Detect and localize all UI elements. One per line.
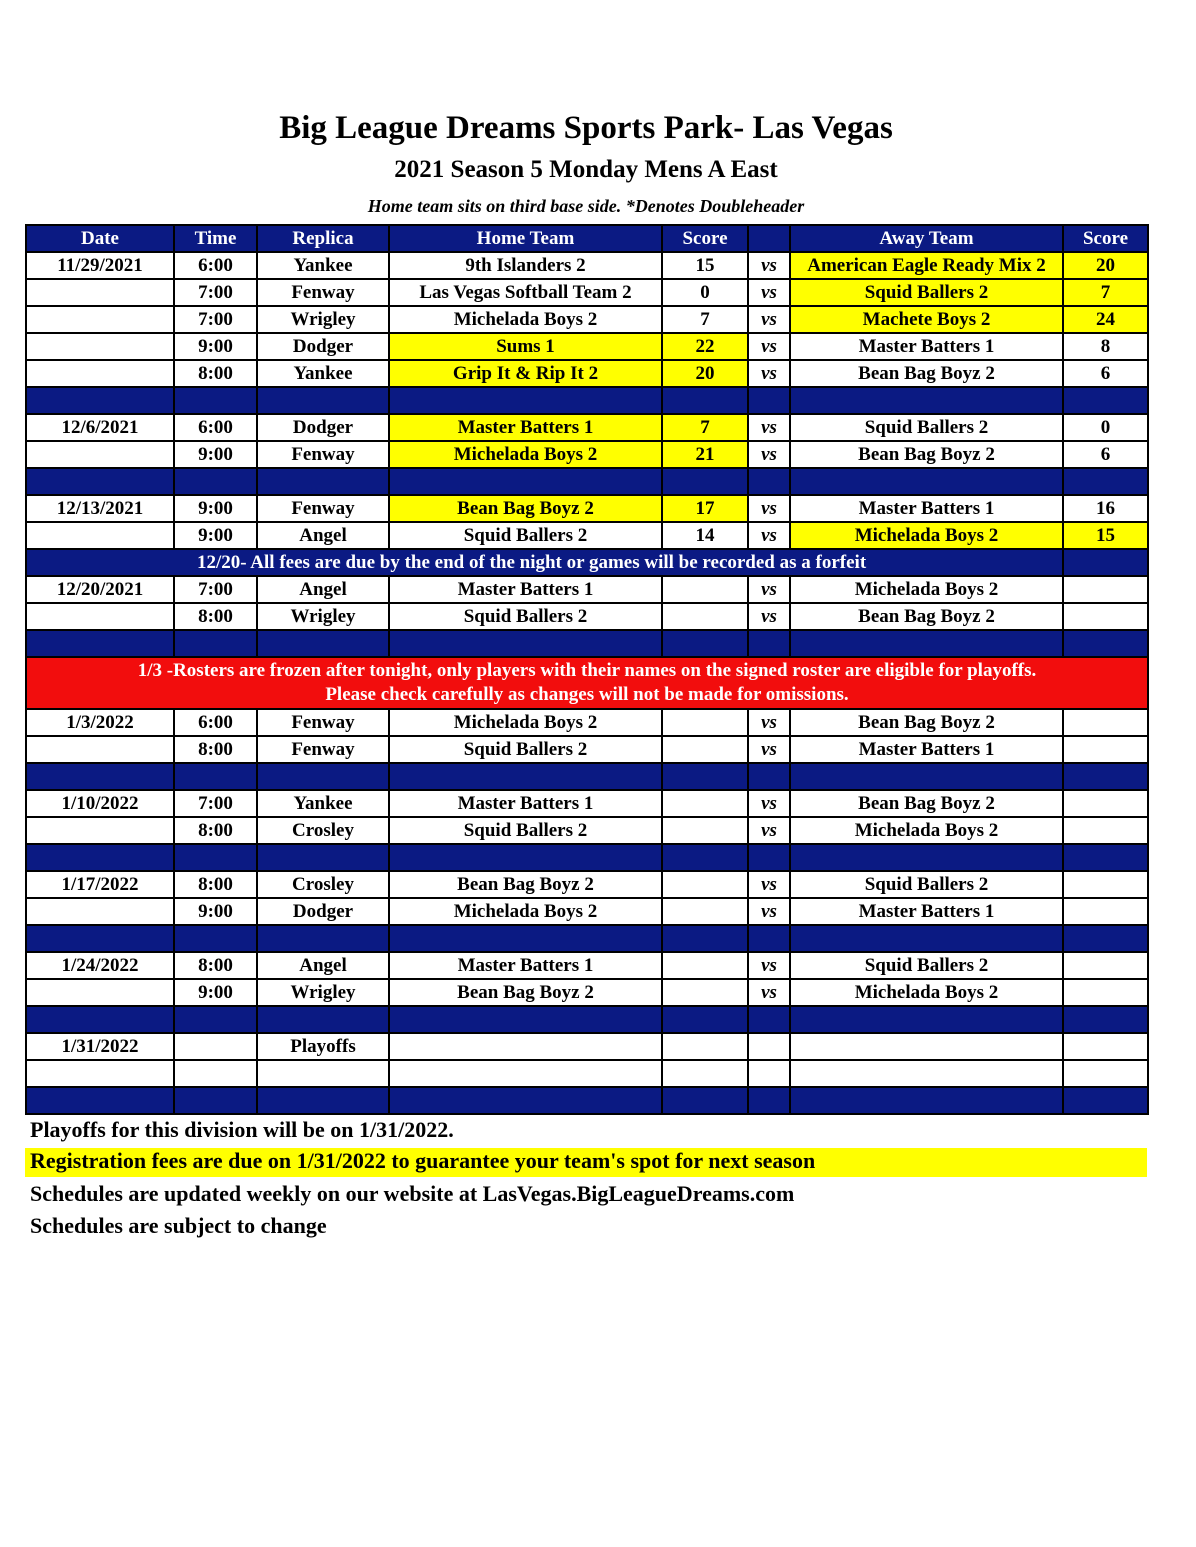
separator-cell: [389, 468, 662, 495]
separator-cell: [257, 630, 389, 657]
separator-cell: [389, 763, 662, 790]
col-header-time: Time: [174, 225, 257, 252]
separator-cell: [389, 925, 662, 952]
home-team: Bean Bag Boyz 2: [389, 871, 662, 898]
away-team: Squid Ballers 2: [790, 414, 1063, 441]
away-team: American Eagle Ready Mix 2: [790, 252, 1063, 279]
home-score: [662, 576, 748, 603]
home-team: Squid Ballers 2: [389, 603, 662, 630]
game-row: [26, 522, 1148, 549]
vs-label: vs: [748, 522, 790, 549]
home-team: Master Batters 1: [389, 790, 662, 817]
separator-cell: [748, 925, 790, 952]
separator-cell: [257, 387, 389, 414]
fee-notice: 12/20- All fees are due by the end of the night or games will be recorded as a forfeit: [26, 549, 1063, 576]
home-team: Master Batters 1: [389, 576, 662, 603]
separator-cell: [1063, 844, 1148, 871]
game-row: [26, 1060, 1148, 1087]
away-team: Master Batters 1: [790, 333, 1063, 360]
game-time: 7:00: [174, 790, 257, 817]
away-score: [1063, 817, 1148, 844]
game-date: 1/10/2022: [26, 790, 174, 817]
game-date: [26, 279, 174, 306]
roster-alert: [26, 657, 1148, 709]
game-row: [26, 495, 1148, 522]
away-team: Bean Bag Boyz 2: [790, 709, 1063, 736]
home-score: [662, 898, 748, 925]
home-team: Michelada Boys 2: [389, 898, 662, 925]
game-date: [26, 817, 174, 844]
separator-cell: [662, 630, 748, 657]
vs-label: vs: [748, 603, 790, 630]
game-time: 9:00: [174, 522, 257, 549]
col-header-away-team: Away Team: [790, 225, 1063, 252]
change-note: Schedules are subject to change: [30, 1213, 327, 1238]
separator-cell: [748, 387, 790, 414]
game-replica: Fenway: [257, 736, 389, 763]
game-row: [26, 817, 1148, 844]
separator-row: [26, 630, 1148, 657]
separator-cell: [748, 468, 790, 495]
game-replica: Yankee: [257, 790, 389, 817]
separator-row: [26, 844, 1148, 871]
away-score: 15: [1063, 522, 1148, 549]
vs-label: vs: [748, 414, 790, 441]
separator-cell: [389, 844, 662, 871]
vs-label: vs: [748, 709, 790, 736]
separator-cell: [257, 1087, 389, 1114]
separator-cell: [790, 468, 1063, 495]
separator-cell: [1063, 763, 1148, 790]
away-team: Bean Bag Boyz 2: [790, 790, 1063, 817]
away-score: [1063, 871, 1148, 898]
game-time: 9:00: [174, 979, 257, 1006]
vs-label: vs: [748, 495, 790, 522]
home-score: 17: [662, 495, 748, 522]
home-score: 15: [662, 252, 748, 279]
game-time: 7:00: [174, 306, 257, 333]
game-replica: Wrigley: [257, 306, 389, 333]
game-time: [174, 1060, 257, 1087]
home-score: 7: [662, 414, 748, 441]
away-team: Bean Bag Boyz 2: [790, 360, 1063, 387]
game-time: 7:00: [174, 576, 257, 603]
col-header-home-team: Home Team: [389, 225, 662, 252]
away-team: Machete Boys 2: [790, 306, 1063, 333]
vs-label: vs: [748, 979, 790, 1006]
home-score: [662, 817, 748, 844]
game-replica: Fenway: [257, 709, 389, 736]
away-score: 0: [1063, 414, 1148, 441]
game-date: 11/29/2021: [26, 252, 174, 279]
home-score: [662, 603, 748, 630]
separator-cell: [1063, 468, 1148, 495]
separator-cell: [174, 387, 257, 414]
home-score: [662, 1060, 748, 1087]
game-date: 1/17/2022: [26, 871, 174, 898]
game-replica: Wrigley: [257, 979, 389, 1006]
game-date: [26, 979, 174, 1006]
separator-cell: [748, 763, 790, 790]
game-date: 12/20/2021: [26, 576, 174, 603]
separator-row: [26, 763, 1148, 790]
game-replica: Dodger: [257, 898, 389, 925]
home-team: Bean Bag Boyz 2: [389, 495, 662, 522]
game-time: 6:00: [174, 252, 257, 279]
separator-cell: [748, 844, 790, 871]
col-header-away-score: Score: [1063, 225, 1148, 252]
separator-cell: [790, 763, 1063, 790]
game-row: [26, 333, 1148, 360]
separator-cell: [1063, 1087, 1148, 1114]
home-team: Las Vegas Softball Team 2: [389, 279, 662, 306]
game-replica: Dodger: [257, 333, 389, 360]
separator-cell: [790, 844, 1063, 871]
away-score: [1063, 736, 1148, 763]
home-score: [662, 790, 748, 817]
home-score: 22: [662, 333, 748, 360]
home-team: Squid Ballers 2: [389, 736, 662, 763]
home-score: 14: [662, 522, 748, 549]
separator-cell: [662, 1087, 748, 1114]
game-time: 8:00: [174, 360, 257, 387]
home-score: [662, 709, 748, 736]
home-team: Master Batters 1: [389, 414, 662, 441]
away-team: Master Batters 1: [790, 736, 1063, 763]
game-row: [26, 306, 1148, 333]
game-replica: Fenway: [257, 279, 389, 306]
vs-label: vs: [748, 576, 790, 603]
home-team: Michelada Boys 2: [389, 441, 662, 468]
separator-cell: [257, 925, 389, 952]
separator-row: [26, 1087, 1148, 1114]
separator-cell: [1063, 925, 1148, 952]
col-header-date: Date: [26, 225, 174, 252]
col-header-replica: Replica: [257, 225, 389, 252]
game-row: [26, 279, 1148, 306]
game-replica: Crosley: [257, 817, 389, 844]
separator-cell: [389, 630, 662, 657]
vs-label: vs: [748, 952, 790, 979]
separator-cell: [662, 844, 748, 871]
separator-cell: [662, 387, 748, 414]
home-score: 20: [662, 360, 748, 387]
game-row: [26, 360, 1148, 387]
game-date: [26, 1060, 174, 1087]
game-date: 12/13/2021: [26, 495, 174, 522]
schedule-table: [25, 224, 1149, 1115]
vs-label: vs: [748, 441, 790, 468]
separator-cell: [748, 630, 790, 657]
game-replica: Yankee: [257, 252, 389, 279]
separator-cell: [174, 925, 257, 952]
game-replica: Fenway: [257, 495, 389, 522]
game-date: [26, 333, 174, 360]
separator-row: [26, 1006, 1148, 1033]
game-time: 8:00: [174, 603, 257, 630]
separator-cell: [174, 763, 257, 790]
separator-cell: [790, 925, 1063, 952]
separator-cell: [662, 763, 748, 790]
separator-cell: [389, 1087, 662, 1114]
away-score: [1063, 1060, 1148, 1087]
away-team: Bean Bag Boyz 2: [790, 441, 1063, 468]
game-date: 1/3/2022: [26, 709, 174, 736]
game-row: [26, 736, 1148, 763]
separator-cell: [26, 925, 174, 952]
game-row: [26, 709, 1148, 736]
away-score: [1063, 603, 1148, 630]
away-score: 7: [1063, 279, 1148, 306]
game-replica: Yankee: [257, 360, 389, 387]
home-score: 21: [662, 441, 748, 468]
away-score: [1063, 576, 1148, 603]
separator-cell: [389, 387, 662, 414]
away-score: [1063, 1033, 1148, 1060]
game-date: 1/31/2022: [26, 1033, 174, 1060]
home-score: [662, 952, 748, 979]
home-team: Michelada Boys 2: [389, 306, 662, 333]
separator-row: [26, 468, 1148, 495]
game-date: [26, 898, 174, 925]
game-time: 6:00: [174, 709, 257, 736]
away-score: 6: [1063, 360, 1148, 387]
separator-cell: [174, 630, 257, 657]
col-header-vs: [748, 225, 790, 252]
home-team: Squid Ballers 2: [389, 522, 662, 549]
away-score: [1063, 898, 1148, 925]
separator-cell: [26, 1006, 174, 1033]
game-date: [26, 522, 174, 549]
home-team: 9th Islanders 2: [389, 252, 662, 279]
website-note: Schedules are updated weekly on our website at LasVegas.BigLeagueDreams.com: [30, 1181, 795, 1206]
vs-label: vs: [748, 360, 790, 387]
game-replica: Fenway: [257, 441, 389, 468]
vs-label: vs: [748, 817, 790, 844]
away-score: [1063, 709, 1148, 736]
vs-label: vs: [748, 279, 790, 306]
away-team: Master Batters 1: [790, 495, 1063, 522]
game-date: [26, 603, 174, 630]
separator-cell: [26, 630, 174, 657]
home-team: [389, 1060, 662, 1087]
away-score: 8: [1063, 333, 1148, 360]
separator-cell: [174, 844, 257, 871]
vs-label: [748, 1060, 790, 1087]
separator-cell: [662, 925, 748, 952]
separator-cell: [174, 1087, 257, 1114]
home-team: Master Batters 1: [389, 952, 662, 979]
away-score: [1063, 790, 1148, 817]
away-team: [790, 1060, 1063, 1087]
home-score: [662, 871, 748, 898]
away-score: [1063, 979, 1148, 1006]
separator-cell: [257, 1006, 389, 1033]
game-time: 9:00: [174, 495, 257, 522]
separator-cell: [662, 468, 748, 495]
home-score: 7: [662, 306, 748, 333]
page-subtitle: 2021 Season 5 Monday Mens A East: [394, 156, 778, 183]
away-team: Bean Bag Boyz 2: [790, 603, 1063, 630]
separator-cell: [748, 1087, 790, 1114]
game-row: [26, 979, 1148, 1006]
game-replica: Dodger: [257, 414, 389, 441]
away-score: 20: [1063, 252, 1148, 279]
vs-label: vs: [748, 871, 790, 898]
separator-cell: [26, 844, 174, 871]
separator-cell: [257, 844, 389, 871]
game-row: [26, 790, 1148, 817]
game-row: [26, 898, 1148, 925]
home-score: [662, 979, 748, 1006]
away-team: Squid Ballers 2: [790, 952, 1063, 979]
page-title: Big League Dreams Sports Park- Las Vegas: [279, 110, 893, 146]
game-replica: Playoffs: [257, 1033, 389, 1060]
separator-cell: [790, 630, 1063, 657]
separator-cell: [790, 1006, 1063, 1033]
game-time: 8:00: [174, 871, 257, 898]
game-row: [26, 414, 1148, 441]
table-header-row: [26, 225, 1148, 252]
game-row: [26, 1033, 1148, 1060]
away-score: 6: [1063, 441, 1148, 468]
game-row: [26, 603, 1148, 630]
away-score: 16: [1063, 495, 1148, 522]
game-time: 8:00: [174, 952, 257, 979]
separator-cell: [1063, 1006, 1148, 1033]
game-date: 12/6/2021: [26, 414, 174, 441]
roster-alert-row: [26, 657, 1148, 709]
col-header-home-score: Score: [662, 225, 748, 252]
home-score: 0: [662, 279, 748, 306]
separator-cell: [389, 1006, 662, 1033]
separator-cell: [26, 1087, 174, 1114]
game-date: [26, 441, 174, 468]
away-score: [1063, 952, 1148, 979]
vs-label: vs: [748, 898, 790, 925]
separator-cell: [790, 1087, 1063, 1114]
separator-row: [26, 925, 1148, 952]
roster-alert-line2: Please check carefully as changes will not be made for omissions.: [325, 684, 849, 705]
separator-cell: [174, 1006, 257, 1033]
vs-label: vs: [748, 736, 790, 763]
game-replica: Angel: [257, 952, 389, 979]
home-score: [662, 736, 748, 763]
away-team: Squid Ballers 2: [790, 871, 1063, 898]
game-time: 9:00: [174, 333, 257, 360]
game-replica: Crosley: [257, 871, 389, 898]
away-team: Michelada Boys 2: [790, 576, 1063, 603]
home-team: [389, 1033, 662, 1060]
separator-cell: [748, 1006, 790, 1033]
game-time: 8:00: [174, 817, 257, 844]
away-team: Michelada Boys 2: [790, 522, 1063, 549]
game-replica: Angel: [257, 522, 389, 549]
vs-label: vs: [748, 790, 790, 817]
game-time: 7:00: [174, 279, 257, 306]
game-date: [26, 306, 174, 333]
separator-cell: [174, 468, 257, 495]
vs-label: vs: [748, 252, 790, 279]
away-team: Michelada Boys 2: [790, 817, 1063, 844]
away-team: Michelada Boys 2: [790, 979, 1063, 1006]
away-team: [790, 1033, 1063, 1060]
playoffs-note: Playoffs for this division will be on 1/31/2022.: [30, 1117, 454, 1142]
home-team: Michelada Boys 2: [389, 709, 662, 736]
separator-cell: [257, 763, 389, 790]
separator-cell: [1063, 630, 1148, 657]
game-time: 9:00: [174, 898, 257, 925]
vs-label: vs: [748, 333, 790, 360]
registration-note: Registration fees are due on 1/31/2022 to guarantee your team's spot for next season: [25, 1148, 1147, 1177]
game-row: [26, 252, 1148, 279]
home-team: Grip It & Rip It 2: [389, 360, 662, 387]
game-row: [26, 952, 1148, 979]
separator-cell: [257, 468, 389, 495]
roster-alert-line1: 1/3 -Rosters are frozen after tonight, only players with their names on the signed roster are eligible for playoffs.: [137, 660, 1037, 681]
game-time: 9:00: [174, 441, 257, 468]
game-date: [26, 360, 174, 387]
separator-cell: [26, 387, 174, 414]
home-team: Sums 1: [389, 333, 662, 360]
away-team: Squid Ballers 2: [790, 279, 1063, 306]
separator-cell: [26, 763, 174, 790]
game-replica: [257, 1060, 389, 1087]
separator-cell: [662, 1006, 748, 1033]
game-replica: Angel: [257, 576, 389, 603]
home-team: Bean Bag Boyz 2: [389, 979, 662, 1006]
fee-notice-row: [26, 549, 1148, 576]
game-row: [26, 441, 1148, 468]
separator-cell: [1063, 387, 1148, 414]
home-team: Squid Ballers 2: [389, 817, 662, 844]
game-time: [174, 1033, 257, 1060]
separator-cell: [26, 468, 174, 495]
vs-label: vs: [748, 306, 790, 333]
game-date: [26, 736, 174, 763]
game-row: [26, 576, 1148, 603]
game-time: 6:00: [174, 414, 257, 441]
separator-row: [26, 387, 1148, 414]
vs-label: [748, 1033, 790, 1060]
separator-cell: [790, 387, 1063, 414]
game-row: [26, 871, 1148, 898]
away-score: 24: [1063, 306, 1148, 333]
schedule-note: Home team sits on third base side. *Denotes Doubleheader: [367, 196, 805, 216]
game-date: 1/24/2022: [26, 952, 174, 979]
separator-cell: [1063, 549, 1148, 576]
game-replica: Wrigley: [257, 603, 389, 630]
home-score: [662, 1033, 748, 1060]
game-time: 8:00: [174, 736, 257, 763]
away-team: Master Batters 1: [790, 898, 1063, 925]
